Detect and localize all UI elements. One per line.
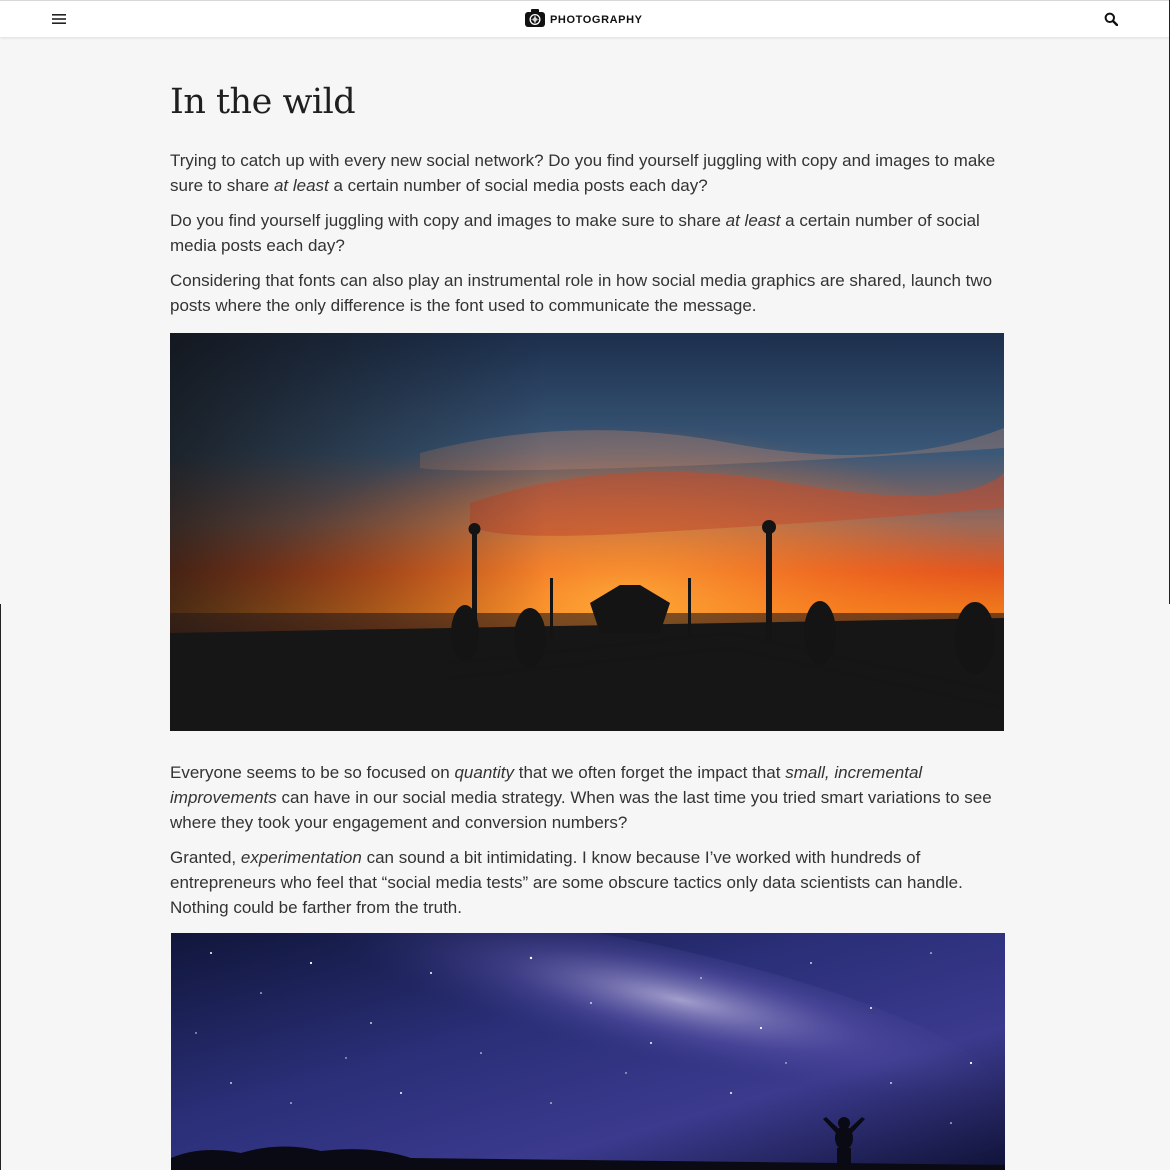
top-navigation-bar — [0, 0, 1170, 37]
paragraph-2: Do you find yourself juggling with copy and images to make sure to share at least a certain number of social media posts each day? — [170, 211, 980, 255]
page-edge-left — [0, 604, 1, 1170]
camera-aperture-icon — [524, 8, 546, 33]
article-title: In the wild — [170, 82, 356, 122]
brand-logo[interactable] — [524, 10, 643, 30]
search-icon[interactable] — [1101, 9, 1121, 29]
article — [170, 80, 1004, 124]
hamburger-menu-icon[interactable] — [48, 10, 70, 28]
sunset-pier-silhouette-photo — [170, 333, 1004, 731]
paragraph-3: Considering that fonts can also play an instrumental role in how social media graphics are shared, launch two posts where the only difference is the font used to communicate the message. — [170, 271, 993, 315]
paragraph-1: Trying to catch up with every new social network? Do you find yourself juggling with copy and images to make sure to share at least a certain number of social media posts each day? — [170, 151, 996, 195]
paragraph-4: Everyone seems to be so focused on quantity that we often forget the impact that small, incremental improvements can have in our social media strategy. When was the last time you tried smart variations to see where they took your engagement and conversion numbers? — [170, 763, 992, 832]
paragraph-5: Granted, experimentation can sound a bit intimidating. I know because I’ve worked with hundreds of entrepreneurs who feel that “social media tests” are some obscure tactics only data scientists can handle. Nothing could be farther from the truth. — [170, 848, 963, 917]
brand-name: PHOTOGRAPHY — [550, 14, 643, 26]
milky-way-night-sky-photo — [171, 933, 1005, 1170]
